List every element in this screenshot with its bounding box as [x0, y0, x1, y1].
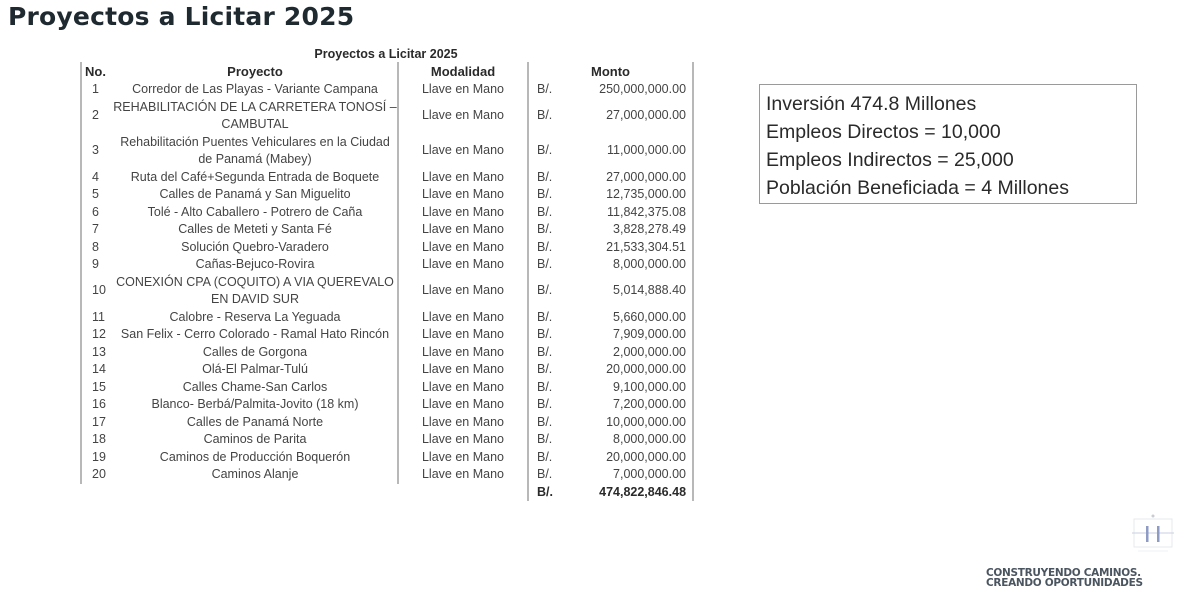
cell-monto: 3,828,278.49 — [568, 221, 693, 239]
summary-population: Población Beneficiada = 4 Millones — [766, 177, 1069, 199]
cell-modalidad: Llave en Mano — [398, 344, 528, 362]
cell-modalidad: Llave en Mano — [398, 379, 528, 397]
cell-proyecto: Calles de Gorgona — [113, 344, 398, 362]
table-row — [81, 449, 693, 467]
cell-no: 2 — [81, 99, 113, 134]
table-row — [81, 309, 693, 327]
cell-proyecto: San Felix - Cerro Colorado - Ramal Hato Rincón — [113, 326, 398, 344]
table-row — [81, 274, 693, 309]
cell-monto: 27,000,000.00 — [568, 169, 693, 187]
cell-proyecto: Olá-El Palmar-Tulú — [113, 361, 398, 379]
table-row — [81, 239, 693, 257]
cell-no: 19 — [81, 449, 113, 467]
cell-proyecto: Ruta del Café+Segunda Entrada de Boquete — [113, 169, 398, 187]
cell-currency: B/. — [537, 143, 553, 158]
cell-monto: 7,000,000.00 — [568, 466, 693, 484]
cell-modalidad: Llave en Mano — [398, 274, 528, 309]
cell-no: 12 — [81, 326, 113, 344]
cell-monto: 12,735,000.00 — [568, 186, 693, 204]
cell-no: 13 — [81, 344, 113, 362]
cell-no: 18 — [81, 431, 113, 449]
slogan — [986, 568, 1196, 588]
slogan-line-2: CREANDO OPORTUNIDADES — [986, 577, 1143, 589]
table-total-row — [81, 484, 693, 502]
table-row — [81, 256, 693, 274]
table-row — [81, 204, 693, 222]
cell-proyecto: Caminos de Producción Boquerón — [113, 449, 398, 467]
cell-currency: B/. — [537, 169, 553, 184]
header-proyecto: Proyecto — [113, 62, 398, 81]
cell-proyecto: Calles de Panamá y San Miguelito — [113, 186, 398, 204]
slogan-line-1: CONSTRUYENDO CAMINOS. — [986, 567, 1141, 579]
cell-monto: 8,000,000.00 — [568, 256, 693, 274]
cell-monto: 5,014,888.40 — [568, 274, 693, 309]
cell-modalidad: Llave en Mano — [398, 431, 528, 449]
cell-currency: B/. — [537, 327, 553, 341]
summary-indirect-jobs: Empleos Indirectos = 25,000 — [766, 149, 1014, 171]
table-caption: Proyectos a Licitar 2025 — [314, 47, 458, 61]
cell-currency: B/. — [537, 362, 553, 376]
table-row — [81, 431, 693, 449]
cell-no: 1 — [81, 81, 113, 99]
cell-proyecto: Caminos Alanje — [113, 466, 398, 484]
cell-proyecto: Solución Quebro-Varadero — [113, 239, 398, 257]
cell-no: 8 — [81, 239, 113, 257]
cell-modalidad: Llave en Mano — [398, 361, 528, 379]
cell-modalidad: Llave en Mano — [398, 414, 528, 432]
cell-modalidad: Llave en Mano — [398, 256, 528, 274]
header-no: No. — [81, 62, 113, 81]
cell-currency: B/. — [537, 82, 553, 96]
cell-modalidad: Llave en Mano — [398, 204, 528, 222]
cell-monto: 10,000,000.00 — [568, 414, 693, 432]
table-row — [81, 466, 693, 484]
projects-table-container — [80, 62, 692, 501]
cell-currency: B/. — [537, 432, 553, 446]
cell-no: 15 — [81, 379, 113, 397]
cell-monto: 11,000,000.00 — [568, 134, 693, 169]
cell-currency: B/. — [537, 257, 553, 271]
cell-proyecto: Rehabilitación Puentes Vehiculares en la Ciudad de Panamá (Mabey) — [113, 134, 398, 169]
table-row — [81, 361, 693, 379]
total-currency: B/. — [528, 484, 568, 502]
table-row — [81, 396, 693, 414]
cell-no: 20 — [81, 466, 113, 484]
table-row — [81, 81, 693, 99]
cell-modalidad: Llave en Mano — [398, 186, 528, 204]
cell-proyecto: Cañas-Bejuco-Rovira — [113, 256, 398, 274]
cell-monto: 5,660,000.00 — [568, 309, 693, 327]
cell-modalidad: Llave en Mano — [398, 99, 528, 134]
cell-modalidad: Llave en Mano — [398, 239, 528, 257]
cell-no: 17 — [81, 414, 113, 432]
cell-modalidad: Llave en Mano — [398, 326, 528, 344]
cell-currency: B/. — [537, 379, 553, 394]
cell-no: 14 — [81, 361, 113, 379]
table-row — [81, 169, 693, 187]
cell-no: 3 — [81, 134, 113, 169]
cell-no: 16 — [81, 396, 113, 414]
cell-proyecto: Blanco- Berbá/Palmita-Jovito (18 km) — [113, 396, 398, 414]
cell-monto: 27,000,000.00 — [568, 99, 693, 134]
total-amount: 474,822,846.48 — [568, 484, 693, 502]
header-modalidad: Modalidad — [398, 62, 528, 81]
table-row — [81, 414, 693, 432]
summary-direct-jobs: Empleos Directos = 10,000 — [766, 121, 1001, 143]
cell-no: 6 — [81, 204, 113, 222]
cell-no: 5 — [81, 186, 113, 204]
cell-proyecto: Calles de Panamá Norte — [113, 414, 398, 432]
cell-monto: 21,533,304.51 — [568, 239, 693, 257]
cell-currency: B/. — [537, 414, 553, 429]
cell-currency: B/. — [537, 309, 553, 324]
table-row — [81, 379, 693, 397]
cell-currency: B/. — [537, 397, 553, 411]
cell-proyecto: Corredor de Las Playas - Variante Campana — [113, 81, 398, 99]
cell-currency: B/. — [537, 108, 553, 123]
summary-investment: Inversión 474.8 Millones — [766, 93, 977, 115]
cell-modalidad: Llave en Mano — [398, 449, 528, 467]
table-row — [81, 326, 693, 344]
cell-proyecto: Caminos de Parita — [113, 431, 398, 449]
cell-currency: B/. — [537, 222, 553, 236]
cell-monto: 7,200,000.00 — [568, 396, 693, 414]
cell-currency: B/. — [537, 187, 553, 201]
cell-proyecto: Tolé - Alto Caballero - Potrero de Caña — [113, 204, 398, 222]
cell-modalidad: Llave en Mano — [398, 134, 528, 169]
projects-table — [80, 62, 694, 501]
ministry-logo-icon — [1128, 513, 1178, 558]
header-monto: Monto — [528, 62, 693, 81]
cell-monto: 9,100,000.00 — [568, 379, 693, 397]
cell-proyecto: Calles Chame-San Carlos — [113, 379, 398, 397]
cell-modalidad: Llave en Mano — [398, 221, 528, 239]
cell-monto: 8,000,000.00 — [568, 431, 693, 449]
summary-box — [759, 84, 1137, 204]
cell-monto: 11,842,375.08 — [568, 204, 693, 222]
cell-proyecto: Calobre - Reserva La Yeguada — [113, 309, 398, 327]
table-header-row — [81, 62, 693, 81]
cell-modalidad: Llave en Mano — [398, 466, 528, 484]
table-row — [81, 99, 693, 134]
cell-currency: B/. — [537, 204, 553, 219]
cell-no: 9 — [81, 256, 113, 274]
table-row — [81, 221, 693, 239]
cell-monto: 20,000,000.00 — [568, 361, 693, 379]
page-title: Proyectos a Licitar 2025 — [8, 2, 355, 31]
table-row — [81, 134, 693, 169]
cell-monto: 7,909,000.00 — [568, 326, 693, 344]
cell-modalidad: Llave en Mano — [398, 81, 528, 99]
cell-monto: 250,000,000.00 — [568, 81, 693, 99]
cell-no: 11 — [81, 309, 113, 327]
cell-monto: 20,000,000.00 — [568, 449, 693, 467]
cell-modalidad: Llave en Mano — [398, 169, 528, 187]
cell-currency: B/. — [537, 239, 553, 254]
cell-currency: B/. — [537, 467, 553, 481]
cell-currency: B/. — [537, 449, 553, 464]
cell-currency: B/. — [537, 344, 553, 359]
cell-no: 7 — [81, 221, 113, 239]
cell-modalidad: Llave en Mano — [398, 309, 528, 327]
cell-no: 4 — [81, 169, 113, 187]
cell-currency: B/. — [537, 283, 553, 298]
table-row — [81, 186, 693, 204]
cell-proyecto: CONEXIÓN CPA (COQUITO) A VIA QUEREVALO EN DAVID SUR — [113, 274, 398, 309]
cell-monto: 2,000,000.00 — [568, 344, 693, 362]
cell-modalidad: Llave en Mano — [398, 396, 528, 414]
cell-proyecto: REHABILITACIÓN DE LA CARRETERA TONOSÍ – CAMBUTAL — [113, 99, 398, 134]
table-row — [81, 344, 693, 362]
cell-proyecto: Calles de Meteti y Santa Fé — [113, 221, 398, 239]
cell-no: 10 — [81, 274, 113, 309]
